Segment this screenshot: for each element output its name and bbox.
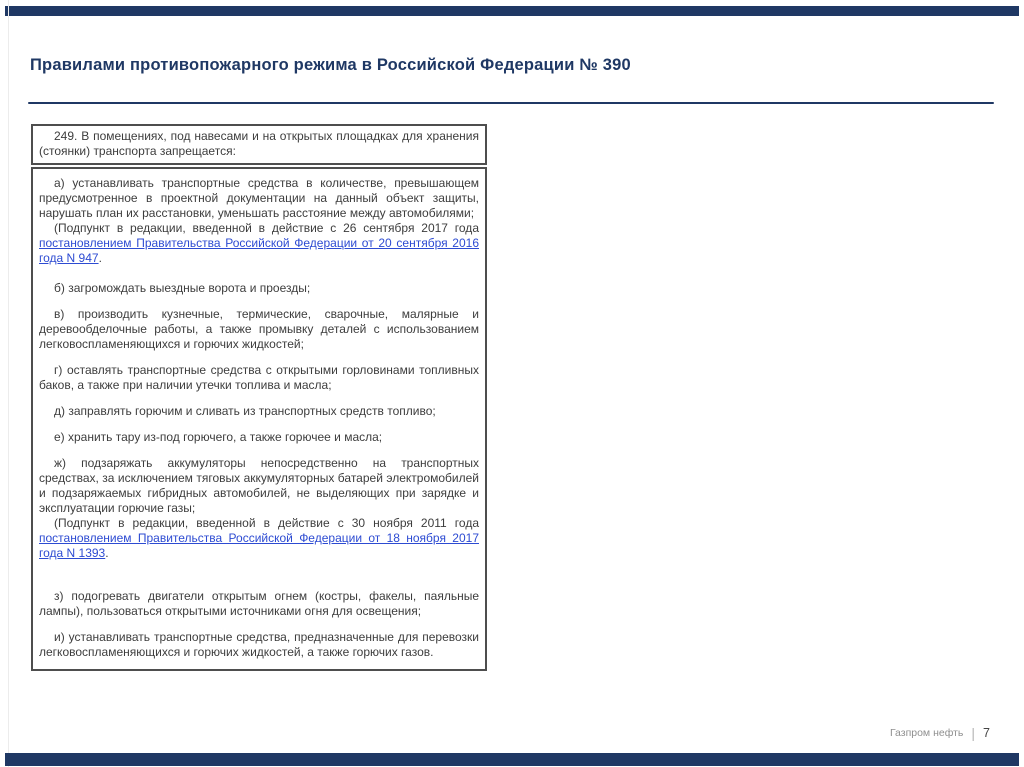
regulation-link-947[interactable]: постановлением Правительства Российской Федерации от 20 сентября 2016 года N 947 [39, 236, 479, 265]
amendment-note-947 [39, 221, 479, 266]
clause-i: и) устанавливать транспортные средства, предназначенные для перевозки легковоспламеняющихся и горючих жидкостей, а также горючих газов. [39, 630, 479, 659]
page-number: 7 [983, 726, 990, 740]
regulation-link-1393[interactable]: постановлением Правительства Российской Федерации от 18 ноября 2017 года N 1393 [39, 531, 479, 560]
brand-text: Газпром нефть [889, 727, 964, 739]
regulation-body [31, 167, 487, 671]
left-edge-line [8, 0, 9, 767]
clause-g: г) оставлять транспортные средства с открытыми горловинами топливных баков, а также при наличии утечки топлива и масла; [39, 363, 479, 392]
clause-zh: ж) подзаряжать аккумуляторы непосредственно на транспортных средствах, за исключением тяговых аккумуляторных батарей электромобилей и подзаряжаемых гибридных автомобилей, не выделяющих при зарядке и эксплуатации горючие газы; [39, 456, 479, 515]
clause-v: в) производить кузнечные, термические, сварочные, малярные и деревообделочные работы, а также промывку деталей с использованием легковоспламеняющихся и горючих жидкостей; [39, 307, 479, 351]
amendment-prefix: (Подпункт в редакции, введенной в действие с 30 ноября 2011 года [54, 516, 479, 530]
amendment-prefix: (Подпункт в редакции, введенной в действие с 26 сентября 2017 года [54, 221, 479, 235]
amendment-suffix: . [105, 546, 109, 560]
clause-z: з) подогревать двигатели открытым огнем (костры, факелы, паяльные лампы), пользоваться открытыми источниками огня для освещения; [39, 589, 479, 618]
clause-e: е) хранить тару из-под горючего, а также горючее и масла; [54, 430, 383, 444]
clause-b: б) загромождать выездные ворота и проезды; [54, 281, 311, 295]
clause-a: а) устанавливать транспортные средства в количестве, превышающем предусмотренное в проектной документации на данный объект защиты, нарушать план их расстановки, уменьшать расстояние между автомобилями; [39, 176, 479, 220]
regulation-box [31, 124, 487, 671]
top-accent-bar [5, 6, 1019, 16]
footer [890, 725, 990, 741]
clause-d: д) заправлять горючим и сливать из транспортных средств топливо; [54, 404, 436, 418]
amendment-note-1393 [39, 516, 479, 561]
footer-separator: | [971, 725, 976, 741]
page-title: Правилами противопожарного режима в Российской Федерации № 390 [30, 56, 631, 74]
title-underline [28, 102, 994, 104]
amendment-suffix: . [98, 251, 102, 265]
bottom-accent-bar [5, 753, 1019, 766]
regulation-heading: 249. В помещениях, под навесами и на открытых площадках для хранения (стоянки) транспорта запрещается: [31, 124, 487, 165]
